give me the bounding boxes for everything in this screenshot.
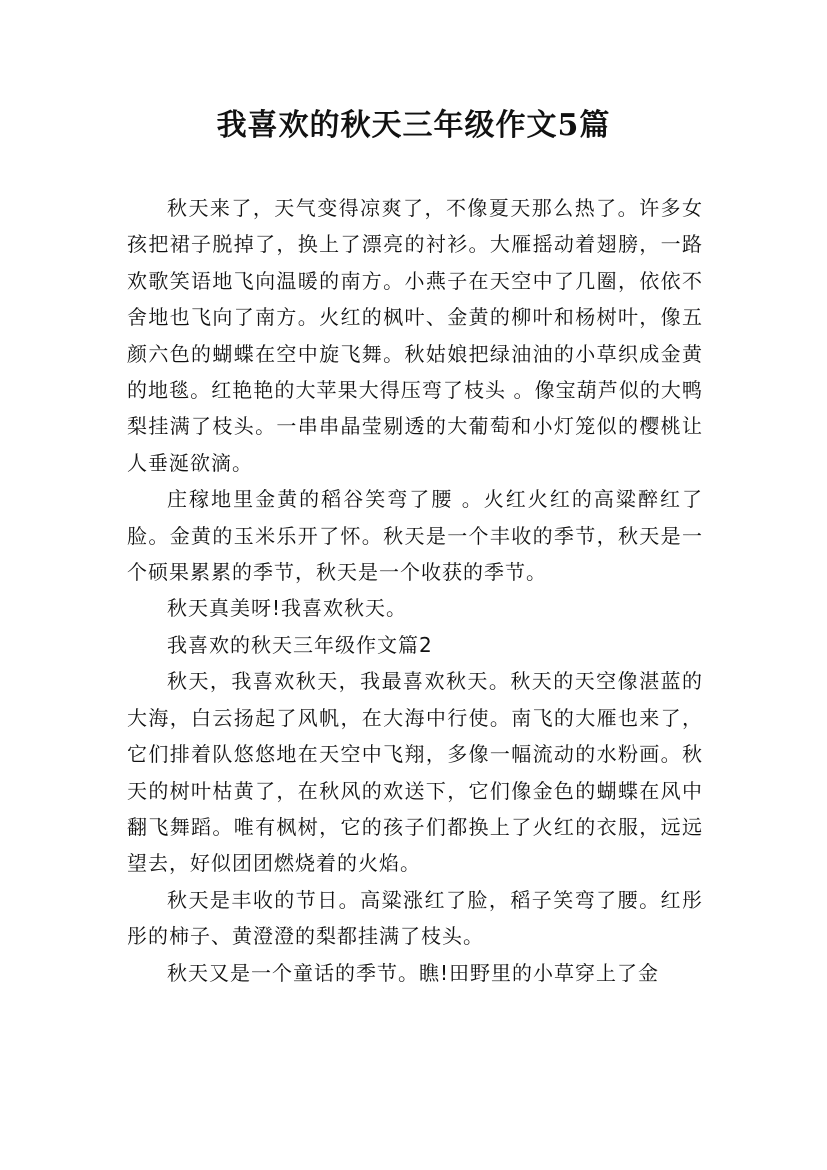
section-heading: 我喜欢的秋天三年级作文篇2 xyxy=(167,632,433,657)
paragraph: 秋天是丰收的节日。高粱涨红了脸，稻子笑弯了腰。红彤彤的柿子、黄澄澄的梨都挂满了枝头。 xyxy=(127,887,703,949)
paragraph: 庄稼地里金黄的稻谷笑弯了腰 。火红火红的高粱醉红了脸。金黄的玉米乐开了怀。秋天是一个丰收的季节，秋天是一个硕果累累的季节，秋天是一个收获的季节。 xyxy=(127,487,703,585)
document-title: 我喜欢的秋天三年级作文5篇 xyxy=(216,108,611,143)
document-body xyxy=(127,190,703,991)
paragraph: 秋天来了，天气变得凉爽了，不像夏天那么热了。许多女孩把裙子脱掉了，换上了漂亮的衬衫。大雁摇动着翅膀，一路欢歌笑语地飞向温暖的南方。小燕子在天空中了几圈，依依不舍地也飞向了南方。火红的枫叶、金黄的柳叶和杨树叶，像五颜六色的蝴蝶在空中旋飞舞。秋姑娘把绿油油的小草织成金黄的地毯。红艳艳的大苹果大得压弯了枝头 。像宝葫芦似的大鸭梨挂满了枝头。一串串晶莹剔透的大葡萄和小灯笼似的樱桃让人垂涎欲滴。 xyxy=(127,196,703,475)
paragraph: 秋天又是一个童话的季节。瞧!田野里的小草穿上了金 xyxy=(167,960,660,985)
paragraph: 秋天，我喜欢秋天，我最喜欢秋天。秋天的天空像湛蓝的大海，白云扬起了风帆，在大海中行使。南飞的大雁也来了，它们排着队悠悠地在天空中飞翔，多像一幅流动的水粉画。秋天的树叶枯黄了，在秋风的欢送下，它们像金色的蝴蝶在风中翻飞舞蹈。唯有枫树，它的孩子们都换上了火红的衣服，远远望去，好似团团燃烧着的火焰。 xyxy=(127,669,703,876)
paragraph: 秋天真美呀!我喜欢秋天。 xyxy=(167,596,408,621)
